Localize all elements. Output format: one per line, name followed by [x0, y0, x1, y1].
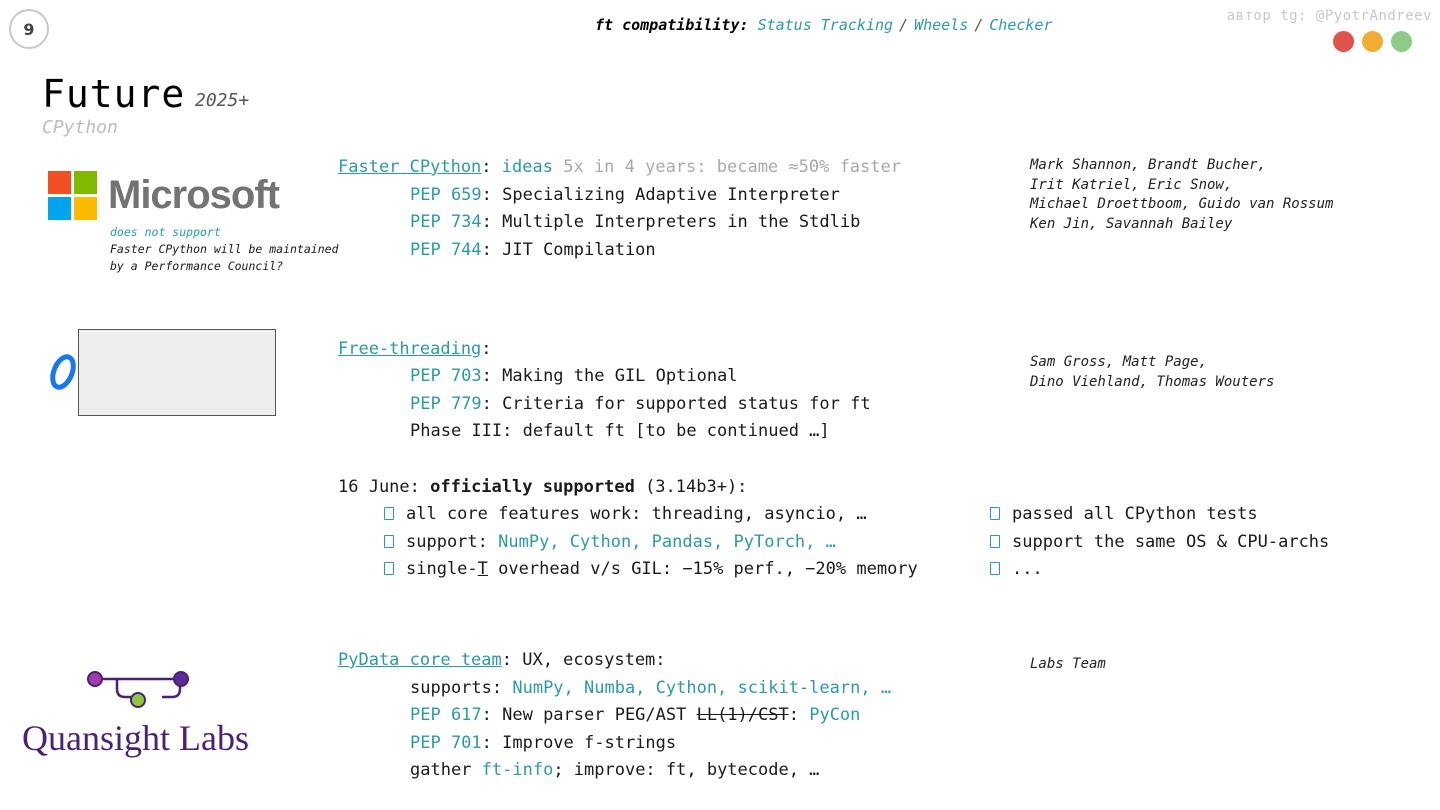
- checklist-item: [384, 532, 836, 552]
- meta-logo: [48, 352, 82, 396]
- pep-734-line: [410, 212, 860, 232]
- header-nav: [595, 16, 1053, 34]
- support-status: officially supported: [430, 477, 635, 497]
- pydata-tail: : UX, ecosystem:: [501, 650, 666, 670]
- faster-cpython-people: [1030, 156, 1333, 234]
- nav-sep: /: [899, 16, 909, 34]
- phase-three-line: Phase III: default ft [to be continued …]: [410, 421, 830, 441]
- green-dot-icon: [1391, 31, 1412, 52]
- faster-cpython-link[interactable]: Faster CPython: [338, 157, 482, 177]
- pycon-link[interactable]: PyCon: [809, 705, 861, 725]
- pep-617-link[interactable]: PEP 617: [410, 705, 482, 725]
- ft-info-link[interactable]: ft-info: [481, 760, 554, 780]
- pep-703-line: [410, 366, 738, 386]
- microsoft-logo-text: Microsoft: [108, 173, 279, 217]
- checkbox-icon: [990, 507, 1000, 520]
- nav-label: ft compatibility:: [595, 16, 749, 34]
- author-credit: автор tg: @PyotrAndreev: [1226, 8, 1432, 24]
- pep-617-line: [410, 705, 860, 725]
- supported-libs: NumPy, Cython, Pandas, PyTorch, …: [498, 532, 836, 552]
- pydata-link[interactable]: PyData core team: [338, 650, 502, 670]
- pep-701-link[interactable]: PEP 701: [410, 733, 482, 753]
- pep-744-link[interactable]: PEP 744: [410, 240, 482, 260]
- note-line: by a Performance Council?: [110, 259, 284, 273]
- faster-cpython-heading: [338, 157, 901, 177]
- red-dot-icon: [1333, 31, 1354, 52]
- pep-659-link[interactable]: PEP 659: [410, 185, 482, 205]
- gather-text: ; improve: ft, bytecode, …: [553, 760, 820, 780]
- struck-text: LL(1)/CST: [696, 705, 789, 725]
- nav-link-status-tracking[interactable]: Status Tracking: [757, 16, 894, 34]
- nav-sep: /: [974, 16, 984, 34]
- ideas-link[interactable]: ideas: [501, 157, 553, 177]
- page-number: 9: [9, 9, 49, 49]
- meta-logo-icon: [48, 352, 82, 392]
- checkbox-icon: [384, 507, 394, 520]
- officially-supported-line: [338, 477, 747, 497]
- pep-title: : Improve f-strings: [481, 733, 677, 753]
- checklist-item: [990, 559, 1043, 579]
- pep-title: : Criteria for supported status for ft: [481, 394, 871, 414]
- free-threading-link[interactable]: Free-threading: [338, 339, 482, 359]
- support-version: (3.14b3+):: [634, 477, 748, 497]
- quansight-logo: [22, 667, 262, 759]
- free-threading-heading: [338, 339, 492, 359]
- microsoft-note: [110, 224, 338, 275]
- checklist-text: support the same OS & CPU-archs: [1012, 532, 1330, 552]
- checklist-text: T: [477, 559, 488, 579]
- pep-title: : JIT Compilation: [481, 240, 656, 260]
- checkbox-icon: [990, 562, 1000, 575]
- page-subtitle: CPython: [42, 117, 118, 138]
- pep-701-line: [410, 733, 676, 753]
- free-threading-people: [1030, 353, 1274, 392]
- people-line: Irit Katriel, Eric Snow,: [1030, 176, 1233, 193]
- pep-779-link[interactable]: PEP 779: [410, 394, 482, 414]
- checkbox-icon: [384, 562, 394, 575]
- quansight-logo-icon: [22, 667, 262, 711]
- supports-line: [410, 678, 891, 698]
- gather-text: gather: [410, 760, 482, 780]
- page-title: Future: [42, 72, 186, 116]
- yellow-dot-icon: [1362, 31, 1383, 52]
- pep-703-link[interactable]: PEP 703: [410, 366, 482, 386]
- gather-line: [410, 760, 819, 780]
- supports-libs: NumPy, Numba, Cython, scikit-learn, …: [512, 678, 892, 698]
- people-line: Mark Shannon, Brandt Bucher,: [1030, 157, 1267, 173]
- people-line: Ken Jin, Savannah Bailey: [1030, 215, 1233, 232]
- pep-744-line: [410, 240, 656, 260]
- colon: :: [788, 705, 799, 725]
- checklist-item: [990, 532, 1329, 552]
- pep-title: : Multiple Interpreters in the Stdlib: [481, 212, 861, 232]
- pep-779-line: [410, 394, 871, 414]
- note-line: Faster CPython will be maintained: [110, 242, 339, 256]
- pydata-heading: [338, 650, 666, 670]
- checklist-item: [384, 504, 867, 524]
- checklist-item: [384, 559, 918, 579]
- quansight-logo-text: Quansight Labs: [22, 718, 249, 758]
- checklist-text: ...: [1012, 559, 1043, 579]
- checklist-text: passed all CPython tests: [1012, 504, 1258, 524]
- title-year: 2025+: [195, 90, 250, 111]
- checklist-text: support:: [406, 532, 499, 552]
- pep-659-line: [410, 185, 840, 205]
- image-placeholder: [78, 329, 276, 416]
- support-date: 16 June:: [338, 477, 431, 497]
- speed-note: 5x in 4 years: became ≈50% faster: [563, 157, 901, 177]
- labs-team: Labs Team: [1030, 656, 1106, 672]
- nav-link-checker[interactable]: Checker: [989, 16, 1053, 34]
- checkbox-icon: [990, 535, 1000, 548]
- people-line: Dino Viehland, Thomas Wouters: [1030, 373, 1275, 390]
- colon: :: [481, 339, 492, 359]
- checklist-text: overhead v/s GIL: −15% perf., −20% memory: [487, 559, 918, 579]
- nav-link-wheels[interactable]: Wheels: [914, 16, 969, 34]
- people-line: Michael Droettboom, Guido van Rossum: [1030, 196, 1334, 212]
- pep-title: : Making the GIL Optional: [481, 366, 738, 386]
- checkbox-icon: [384, 535, 394, 548]
- colon: :: [481, 157, 492, 177]
- pep-734-link[interactable]: PEP 734: [410, 212, 482, 232]
- pep-title: : New parser PEG/AST: [481, 705, 697, 725]
- supports-label: supports:: [410, 678, 513, 698]
- people-line: Sam Gross, Matt Page,: [1030, 354, 1208, 370]
- checklist-text: single-: [406, 559, 478, 579]
- checklist-text: all core features work: threading, asyncio, …: [406, 504, 867, 524]
- note-line: does not support: [110, 225, 221, 239]
- pep-title: : Specializing Adaptive Interpreter: [481, 185, 840, 205]
- microsoft-logo: [48, 171, 288, 227]
- checklist-item: [990, 504, 1258, 524]
- window-dots: [1333, 31, 1412, 52]
